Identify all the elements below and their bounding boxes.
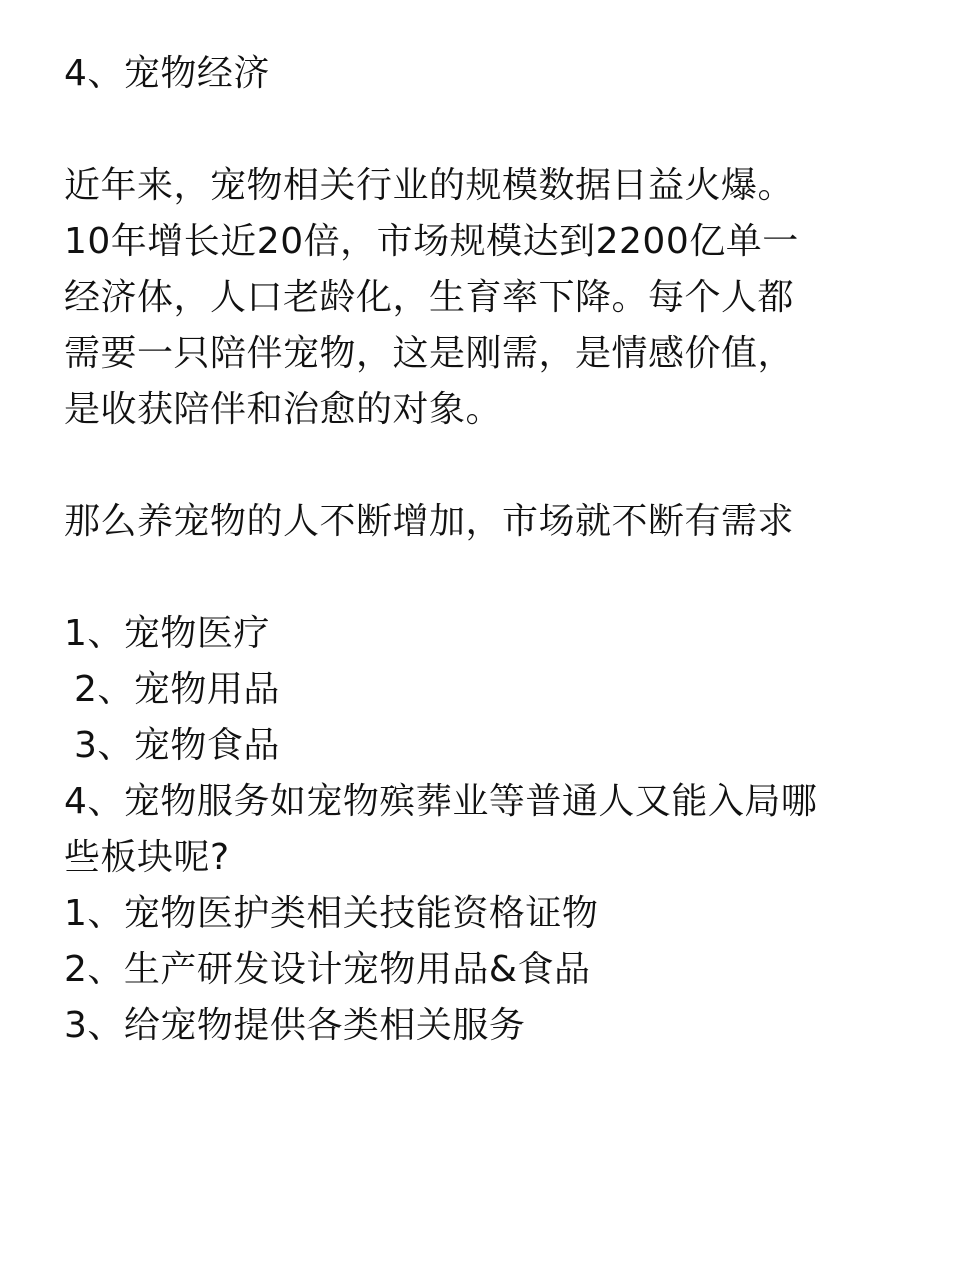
list-item: 3、宠物食品 xyxy=(74,725,280,766)
list-item: 3、给宠物提供各类相关服务 xyxy=(64,1005,526,1046)
paragraph-line: 需要一只陪伴宠物，这是刚需，是情感价值， xyxy=(64,333,795,374)
paragraph-line: 是收获陪伴和治愈的对象。 xyxy=(64,389,503,430)
spacer xyxy=(64,102,904,158)
section-heading: 4、宠物经济 xyxy=(64,53,270,94)
spacer xyxy=(64,550,904,606)
entry-list xyxy=(64,886,904,1054)
list-item: 1、宠物医疗 xyxy=(64,613,270,654)
demand-paragraph: 那么养宠物的人不断增加，市场就不断有需求 xyxy=(64,501,795,542)
spacer xyxy=(64,438,904,494)
list-item: 2、宠物用品 xyxy=(74,669,280,710)
paragraph-line: 10年增长近20倍，市场规模达到2200亿单一 xyxy=(64,221,799,262)
list-item: 些板块呢? xyxy=(64,837,230,878)
paragraph-line: 近年来，宠物相关行业的规模数据日益火爆。 xyxy=(64,165,795,206)
note-content xyxy=(64,46,904,1054)
intro-paragraph xyxy=(64,158,904,438)
paragraph-line: 经济体，人口老龄化，生育率下降。每个人都 xyxy=(64,277,795,318)
segment-list xyxy=(64,606,904,886)
list-item: 2、生产研发设计宠物用品&食品 xyxy=(64,949,591,990)
list-item: 1、宠物医护类相关技能资格证物 xyxy=(64,893,599,934)
list-item: 4、宠物服务如宠物殡葬业等普通人又能入局哪 xyxy=(64,781,818,822)
